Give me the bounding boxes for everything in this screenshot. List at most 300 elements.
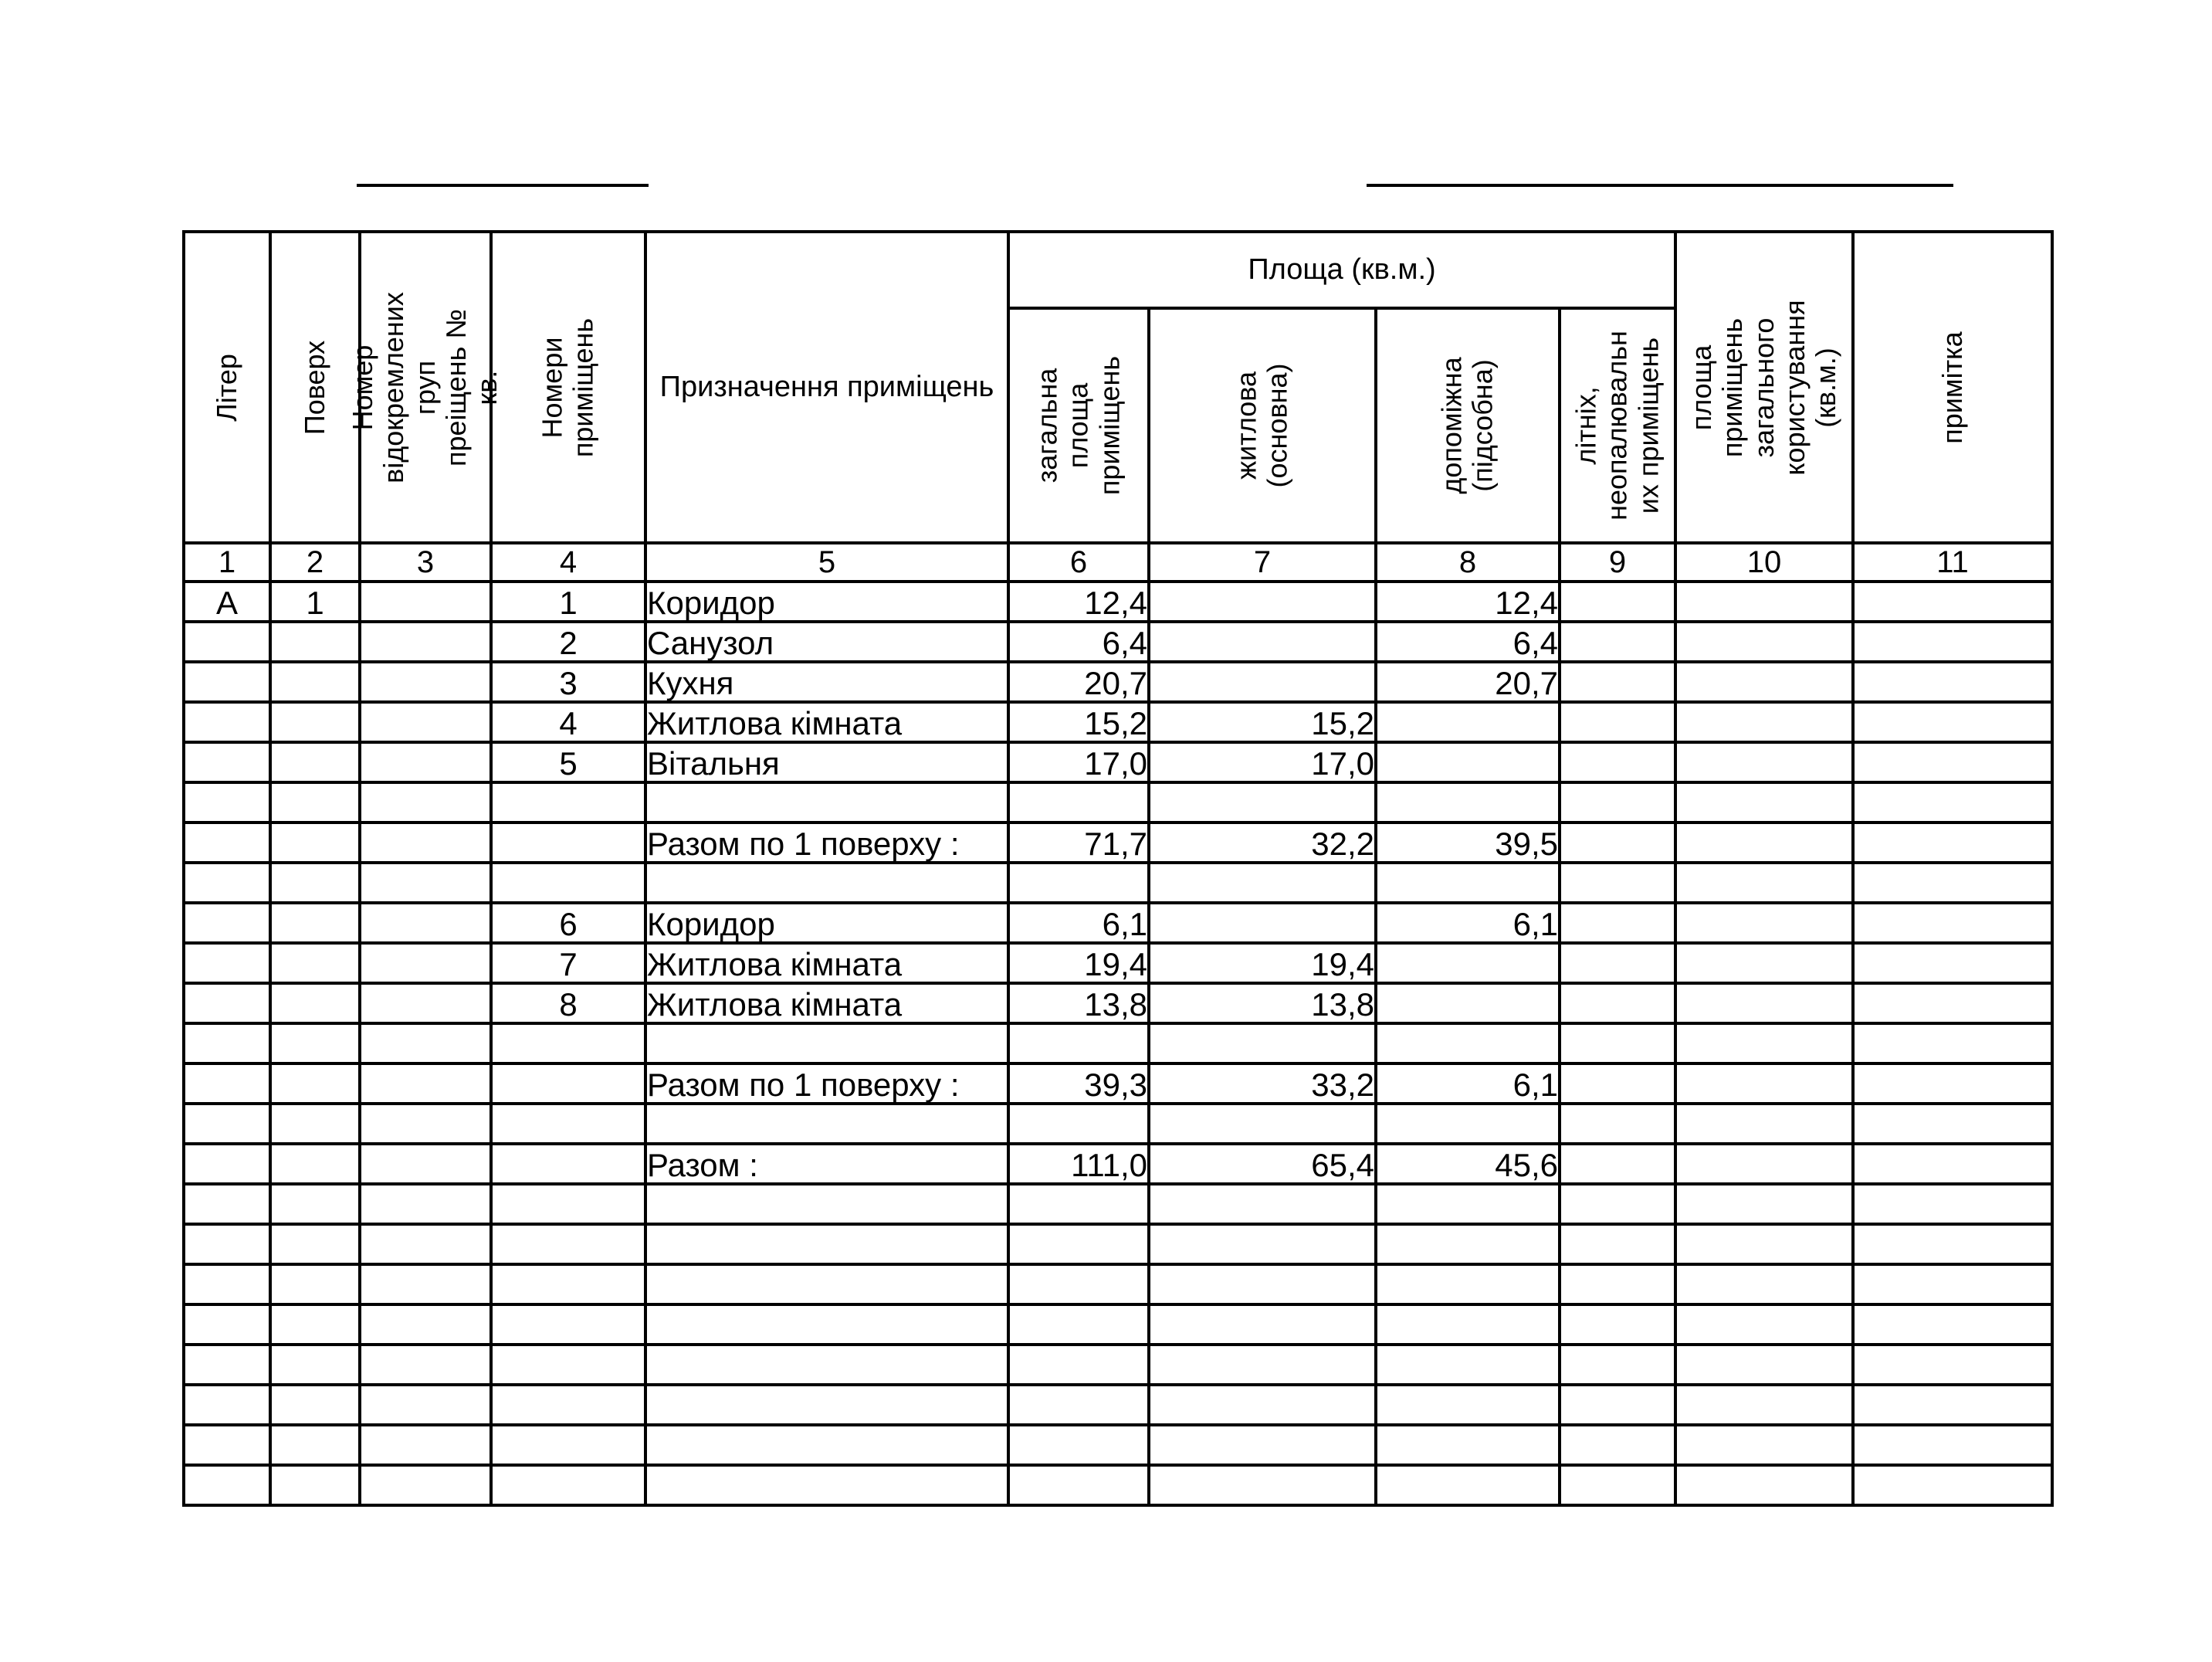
- cell-total-area: [1008, 1465, 1149, 1505]
- header-floor-text: Поверх: [298, 340, 330, 435]
- cell-floor: [270, 943, 360, 983]
- header-common-area-text: площа приміщень загального користування (кв.м.): [1685, 299, 1842, 476]
- column-number: 1: [184, 543, 270, 582]
- cell-purpose: Житлова кімната: [645, 943, 1008, 983]
- cell-purpose: [645, 782, 1008, 823]
- cell-purpose: [645, 1184, 1008, 1224]
- cell-living-area: [1149, 1465, 1376, 1505]
- header-area-group: Площа (кв.м.): [1008, 232, 1675, 308]
- cell-auxiliary-area: 6,1: [1376, 1063, 1560, 1104]
- cell-living-area: [1149, 662, 1376, 702]
- cell-summer-area: [1560, 1264, 1675, 1304]
- cell-auxiliary-area: [1376, 943, 1560, 983]
- cell-floor: [270, 1023, 360, 1063]
- cell-common-area: [1675, 1224, 1853, 1264]
- cell-common-area: [1675, 702, 1853, 742]
- cell-auxiliary-area: [1376, 863, 1560, 903]
- cell-note: [1853, 1063, 2052, 1104]
- table-row: [184, 742, 2052, 782]
- cell-purpose: [645, 1104, 1008, 1144]
- cell-auxiliary-area: [1376, 782, 1560, 823]
- cell-note: [1853, 662, 2052, 702]
- header-room-numbers-text: Номери приміщень: [536, 317, 599, 457]
- cell-floor: [270, 622, 360, 662]
- cell-summer-area: [1560, 662, 1675, 702]
- cell-group-number: [360, 983, 491, 1023]
- cell-floor: [270, 1465, 360, 1505]
- cell-room-number: [491, 1104, 645, 1144]
- cell-group-number: [360, 582, 491, 622]
- column-number: 11: [1853, 543, 2052, 582]
- cell-common-area: [1675, 863, 1853, 903]
- cell-summer-area: [1560, 702, 1675, 742]
- cell-group-number: [360, 1224, 491, 1264]
- cell-note: [1853, 1465, 2052, 1505]
- cell-common-area: [1675, 1385, 1853, 1425]
- cell-note: [1853, 1184, 2052, 1224]
- cell-group-number: [360, 782, 491, 823]
- cell-group-number: [360, 1144, 491, 1184]
- header-summer-area-text: літніх, неопалювальн их приміщень: [1570, 331, 1665, 521]
- cell-group-number: [360, 622, 491, 662]
- signature-line-left: [357, 184, 649, 187]
- cell-room-number: 4: [491, 702, 645, 742]
- cell-summer-area: [1560, 622, 1675, 662]
- cell-purpose: Житлова кімната: [645, 983, 1008, 1023]
- cell-total-area: 6,4: [1008, 622, 1149, 662]
- cell-purpose: Вітальня: [645, 742, 1008, 782]
- cell-room-number: [491, 1224, 645, 1264]
- cell-note: [1853, 1224, 2052, 1264]
- cell-common-area: [1675, 1144, 1853, 1184]
- cell-living-area: 15,2: [1149, 702, 1376, 742]
- cell-note: [1853, 742, 2052, 782]
- cell-total-area: [1008, 1385, 1149, 1425]
- cell-total-area: 15,2: [1008, 702, 1149, 742]
- table-row: [184, 662, 2052, 702]
- cell-floor: [270, 1385, 360, 1425]
- cell-total-area: [1008, 1345, 1149, 1385]
- cell-liter: [184, 863, 270, 903]
- table-row: [184, 1184, 2052, 1224]
- cell-room-number: [491, 1425, 645, 1465]
- cell-liter: [184, 1425, 270, 1465]
- cell-room-number: 8: [491, 983, 645, 1023]
- cell-common-area: [1675, 823, 1853, 863]
- cell-summer-area: [1560, 782, 1675, 823]
- cell-auxiliary-area: [1376, 983, 1560, 1023]
- cell-living-area: 17,0: [1149, 742, 1376, 782]
- cell-common-area: [1675, 582, 1853, 622]
- header-room-numbers: [491, 232, 645, 543]
- cell-auxiliary-area: 39,5: [1376, 823, 1560, 863]
- cell-group-number: [360, 943, 491, 983]
- cell-liter: [184, 742, 270, 782]
- cell-room-number: [491, 1023, 645, 1063]
- cell-living-area: [1149, 1264, 1376, 1304]
- cell-living-area: 65,4: [1149, 1144, 1376, 1184]
- cell-purpose: [645, 1345, 1008, 1385]
- cell-room-number: [491, 1264, 645, 1304]
- cell-purpose: Санузол: [645, 622, 1008, 662]
- cell-common-area: [1675, 622, 1853, 662]
- cell-auxiliary-area: [1376, 742, 1560, 782]
- column-number: 6: [1008, 543, 1149, 582]
- table-row-total: [184, 823, 2052, 863]
- cell-total-area: 39,3: [1008, 1063, 1149, 1104]
- header-common-area: [1675, 232, 1853, 543]
- table-row: [184, 622, 2052, 662]
- cell-floor: [270, 1063, 360, 1104]
- cell-floor: [270, 742, 360, 782]
- table-body: [184, 582, 2052, 1505]
- cell-floor: [270, 702, 360, 742]
- cell-total-area: 17,0: [1008, 742, 1149, 782]
- cell-room-number: 5: [491, 742, 645, 782]
- header-summer-area: [1560, 308, 1675, 543]
- cell-room-number: [491, 1385, 645, 1425]
- cell-summer-area: [1560, 983, 1675, 1023]
- cell-liter: [184, 1023, 270, 1063]
- header-living-area-text: житлова (основна): [1230, 363, 1293, 488]
- cell-room-number: 1: [491, 582, 645, 622]
- table-row: [184, 943, 2052, 983]
- cell-room-number: [491, 782, 645, 823]
- cell-group-number: [360, 1425, 491, 1465]
- cell-purpose: Коридор: [645, 903, 1008, 943]
- cell-common-area: [1675, 1184, 1853, 1224]
- cell-group-number: [360, 1023, 491, 1063]
- column-number: 10: [1675, 543, 1853, 582]
- cell-total-area: 12,4: [1008, 582, 1149, 622]
- table-row: [184, 983, 2052, 1023]
- column-number: 7: [1149, 543, 1376, 582]
- cell-note: [1853, 702, 2052, 742]
- cell-floor: [270, 823, 360, 863]
- cell-note: [1853, 943, 2052, 983]
- cell-liter: [184, 983, 270, 1023]
- cell-room-number: 7: [491, 943, 645, 983]
- cell-group-number: [360, 1345, 491, 1385]
- cell-floor: [270, 782, 360, 823]
- cell-purpose: [645, 1023, 1008, 1063]
- cell-auxiliary-area: 20,7: [1376, 662, 1560, 702]
- cell-floor: [270, 983, 360, 1023]
- header-total-area: [1008, 308, 1149, 543]
- cell-living-area: [1149, 903, 1376, 943]
- table-row-total: [184, 1144, 2052, 1184]
- cell-common-area: [1675, 903, 1853, 943]
- cell-room-number: 3: [491, 662, 645, 702]
- cell-summer-area: [1560, 1385, 1675, 1425]
- table-row: [184, 1304, 2052, 1345]
- cell-living-area: [1149, 1385, 1376, 1425]
- cell-floor: [270, 1425, 360, 1465]
- cell-group-number: [360, 823, 491, 863]
- cell-total-area: [1008, 782, 1149, 823]
- column-number-row: [184, 543, 2052, 582]
- cell-summer-area: [1560, 1023, 1675, 1063]
- cell-room-number: [491, 1144, 645, 1184]
- header-auxiliary-area: [1376, 308, 1560, 543]
- cell-living-area: [1149, 582, 1376, 622]
- cell-room-number: [491, 1345, 645, 1385]
- table-row: [184, 903, 2052, 943]
- cell-group-number: [360, 1184, 491, 1224]
- cell-auxiliary-area: [1376, 1264, 1560, 1304]
- cell-liter: [184, 903, 270, 943]
- cell-summer-area: [1560, 823, 1675, 863]
- cell-note: [1853, 1304, 2052, 1345]
- table-row: [184, 1345, 2052, 1385]
- table-row: [184, 1023, 2052, 1063]
- cell-liter: [184, 1144, 270, 1184]
- cell-note: [1853, 1144, 2052, 1184]
- cell-living-area: 33,2: [1149, 1063, 1376, 1104]
- cell-floor: [270, 1104, 360, 1144]
- cell-room-number: [491, 1465, 645, 1505]
- cell-common-area: [1675, 1023, 1853, 1063]
- cell-summer-area: [1560, 1063, 1675, 1104]
- cell-auxiliary-area: 12,4: [1376, 582, 1560, 622]
- cell-common-area: [1675, 983, 1853, 1023]
- cell-auxiliary-area: [1376, 1304, 1560, 1345]
- cell-auxiliary-area: [1376, 1184, 1560, 1224]
- cell-purpose: Разом по 1 поверху :: [645, 823, 1008, 863]
- cell-living-area: 32,2: [1149, 823, 1376, 863]
- cell-living-area: [1149, 1304, 1376, 1345]
- cell-purpose: Разом :: [645, 1144, 1008, 1184]
- cell-common-area: [1675, 662, 1853, 702]
- column-number: 2: [270, 543, 360, 582]
- header-group-number: [347, 232, 503, 543]
- cell-liter: [184, 1345, 270, 1385]
- cell-floor: [270, 1184, 360, 1224]
- cell-common-area: [1675, 1465, 1853, 1505]
- cell-auxiliary-area: [1376, 1465, 1560, 1505]
- cell-summer-area: [1560, 582, 1675, 622]
- cell-note: [1853, 1023, 2052, 1063]
- cell-group-number: [360, 1104, 491, 1144]
- cell-liter: [184, 943, 270, 983]
- table-row: [184, 1224, 2052, 1264]
- cell-room-number: [491, 823, 645, 863]
- cell-auxiliary-area: [1376, 1224, 1560, 1264]
- cell-common-area: [1675, 1104, 1853, 1144]
- cell-living-area: [1149, 622, 1376, 662]
- cell-total-area: 19,4: [1008, 943, 1149, 983]
- cell-floor: [270, 1345, 360, 1385]
- cell-summer-area: [1560, 742, 1675, 782]
- cell-living-area: [1149, 1345, 1376, 1385]
- cell-purpose: Разом по 1 поверху :: [645, 1063, 1008, 1104]
- cell-purpose: [645, 1465, 1008, 1505]
- cell-summer-area: [1560, 903, 1675, 943]
- cell-note: [1853, 863, 2052, 903]
- cell-note: [1853, 1345, 2052, 1385]
- table-row: [184, 863, 2052, 903]
- cell-living-area: [1149, 1425, 1376, 1465]
- cell-liter: [184, 1224, 270, 1264]
- cell-total-area: [1008, 1304, 1149, 1345]
- cell-liter: [184, 1063, 270, 1104]
- cell-auxiliary-area: [1376, 1023, 1560, 1063]
- cell-auxiliary-area: [1376, 1345, 1560, 1385]
- cell-group-number: [360, 863, 491, 903]
- cell-common-area: [1675, 1063, 1853, 1104]
- cell-summer-area: [1560, 1304, 1675, 1345]
- cell-common-area: [1675, 1264, 1853, 1304]
- cell-total-area: [1008, 863, 1149, 903]
- cell-group-number: [360, 1304, 491, 1345]
- cell-liter: А: [184, 582, 270, 622]
- cell-living-area: [1149, 1023, 1376, 1063]
- cell-liter: [184, 662, 270, 702]
- column-number: 8: [1376, 543, 1560, 582]
- column-number: 9: [1560, 543, 1675, 582]
- cell-purpose: [645, 1425, 1008, 1465]
- cell-common-area: [1675, 1425, 1853, 1465]
- cell-auxiliary-area: 6,1: [1376, 903, 1560, 943]
- cell-living-area: [1149, 1224, 1376, 1264]
- cell-auxiliary-area: 6,4: [1376, 622, 1560, 662]
- cell-group-number: [360, 903, 491, 943]
- cell-liter: [184, 702, 270, 742]
- cell-group-number: [360, 702, 491, 742]
- cell-liter: [184, 823, 270, 863]
- header-note: [1853, 232, 2052, 543]
- cell-note: [1853, 823, 2052, 863]
- cell-floor: [270, 662, 360, 702]
- cell-liter: [184, 1465, 270, 1505]
- cell-note: [1853, 622, 2052, 662]
- table-row: [184, 1465, 2052, 1505]
- header-total-area-text: загальна площа приміщень: [1031, 355, 1126, 496]
- table-row: [184, 702, 2052, 742]
- cell-room-number: [491, 863, 645, 903]
- cell-room-number: 6: [491, 903, 645, 943]
- cell-note: [1853, 983, 2052, 1023]
- table-row: [184, 582, 2052, 622]
- cell-floor: [270, 1144, 360, 1184]
- cell-floor: [270, 903, 360, 943]
- header-group-number-text: Номер відокремлених груп преіщень № кв.: [347, 291, 503, 483]
- cell-total-area: [1008, 1184, 1149, 1224]
- cell-purpose: [645, 1264, 1008, 1304]
- cell-room-number: [491, 1184, 645, 1224]
- cell-summer-area: [1560, 1104, 1675, 1144]
- header-note-text: примітка: [1936, 331, 1968, 444]
- premises-area-table: [182, 230, 2054, 1507]
- column-number: 3: [360, 543, 491, 582]
- cell-auxiliary-area: [1376, 1104, 1560, 1144]
- cell-living-area: [1149, 782, 1376, 823]
- cell-floor: 1: [270, 582, 360, 622]
- cell-floor: [270, 863, 360, 903]
- cell-group-number: [360, 1264, 491, 1304]
- header-liter: [184, 232, 270, 543]
- cell-room-number: [491, 1304, 645, 1345]
- cell-living-area: 19,4: [1149, 943, 1376, 983]
- table-row: [184, 1425, 2052, 1465]
- header-purpose: Призначення приміщень: [645, 232, 1008, 543]
- cell-living-area: [1149, 863, 1376, 903]
- cell-liter: [184, 1385, 270, 1425]
- cell-total-area: 111,0: [1008, 1144, 1149, 1184]
- cell-note: [1853, 1385, 2052, 1425]
- cell-purpose: [645, 1304, 1008, 1345]
- cell-note: [1853, 782, 2052, 823]
- cell-room-number: 2: [491, 622, 645, 662]
- cell-liter: [184, 1104, 270, 1144]
- cell-group-number: [360, 742, 491, 782]
- column-number: 5: [645, 543, 1008, 582]
- header-living-area: [1149, 308, 1376, 543]
- cell-note: [1853, 1264, 2052, 1304]
- cell-total-area: [1008, 1224, 1149, 1264]
- cell-purpose: Коридор: [645, 582, 1008, 622]
- cell-group-number: [360, 662, 491, 702]
- cell-total-area: [1008, 1264, 1149, 1304]
- cell-total-area: 13,8: [1008, 983, 1149, 1023]
- cell-note: [1853, 582, 2052, 622]
- cell-summer-area: [1560, 1144, 1675, 1184]
- cell-auxiliary-area: [1376, 1425, 1560, 1465]
- cell-group-number: [360, 1385, 491, 1425]
- cell-summer-area: [1560, 863, 1675, 903]
- cell-floor: [270, 1224, 360, 1264]
- cell-auxiliary-area: 45,6: [1376, 1144, 1560, 1184]
- cell-common-area: [1675, 943, 1853, 983]
- cell-liter: [184, 622, 270, 662]
- table-row: [184, 1385, 2052, 1425]
- table-row: [184, 782, 2052, 823]
- cell-total-area: 20,7: [1008, 662, 1149, 702]
- cell-common-area: [1675, 782, 1853, 823]
- cell-purpose: [645, 863, 1008, 903]
- cell-summer-area: [1560, 1345, 1675, 1385]
- cell-total-area: [1008, 1425, 1149, 1465]
- cell-group-number: [360, 1063, 491, 1104]
- cell-summer-area: [1560, 1184, 1675, 1224]
- cell-total-area: [1008, 1023, 1149, 1063]
- cell-summer-area: [1560, 1224, 1675, 1264]
- cell-purpose: [645, 1385, 1008, 1425]
- table-row: [184, 1104, 2052, 1144]
- cell-purpose: [645, 1224, 1008, 1264]
- cell-common-area: [1675, 1304, 1853, 1345]
- cell-floor: [270, 1304, 360, 1345]
- cell-living-area: 13,8: [1149, 983, 1376, 1023]
- cell-liter: [184, 782, 270, 823]
- cell-common-area: [1675, 742, 1853, 782]
- cell-living-area: [1149, 1104, 1376, 1144]
- cell-note: [1853, 1425, 2052, 1465]
- cell-purpose: Житлова кімната: [645, 702, 1008, 742]
- cell-note: [1853, 1104, 2052, 1144]
- cell-purpose: Кухня: [645, 662, 1008, 702]
- cell-group-number: [360, 1465, 491, 1505]
- column-number: 4: [491, 543, 645, 582]
- cell-auxiliary-area: [1376, 702, 1560, 742]
- cell-auxiliary-area: [1376, 1385, 1560, 1425]
- cell-summer-area: [1560, 1425, 1675, 1465]
- header-liter-text: Літер: [210, 353, 242, 422]
- cell-liter: [184, 1264, 270, 1304]
- cell-total-area: [1008, 1104, 1149, 1144]
- cell-floor: [270, 1264, 360, 1304]
- cell-liter: [184, 1304, 270, 1345]
